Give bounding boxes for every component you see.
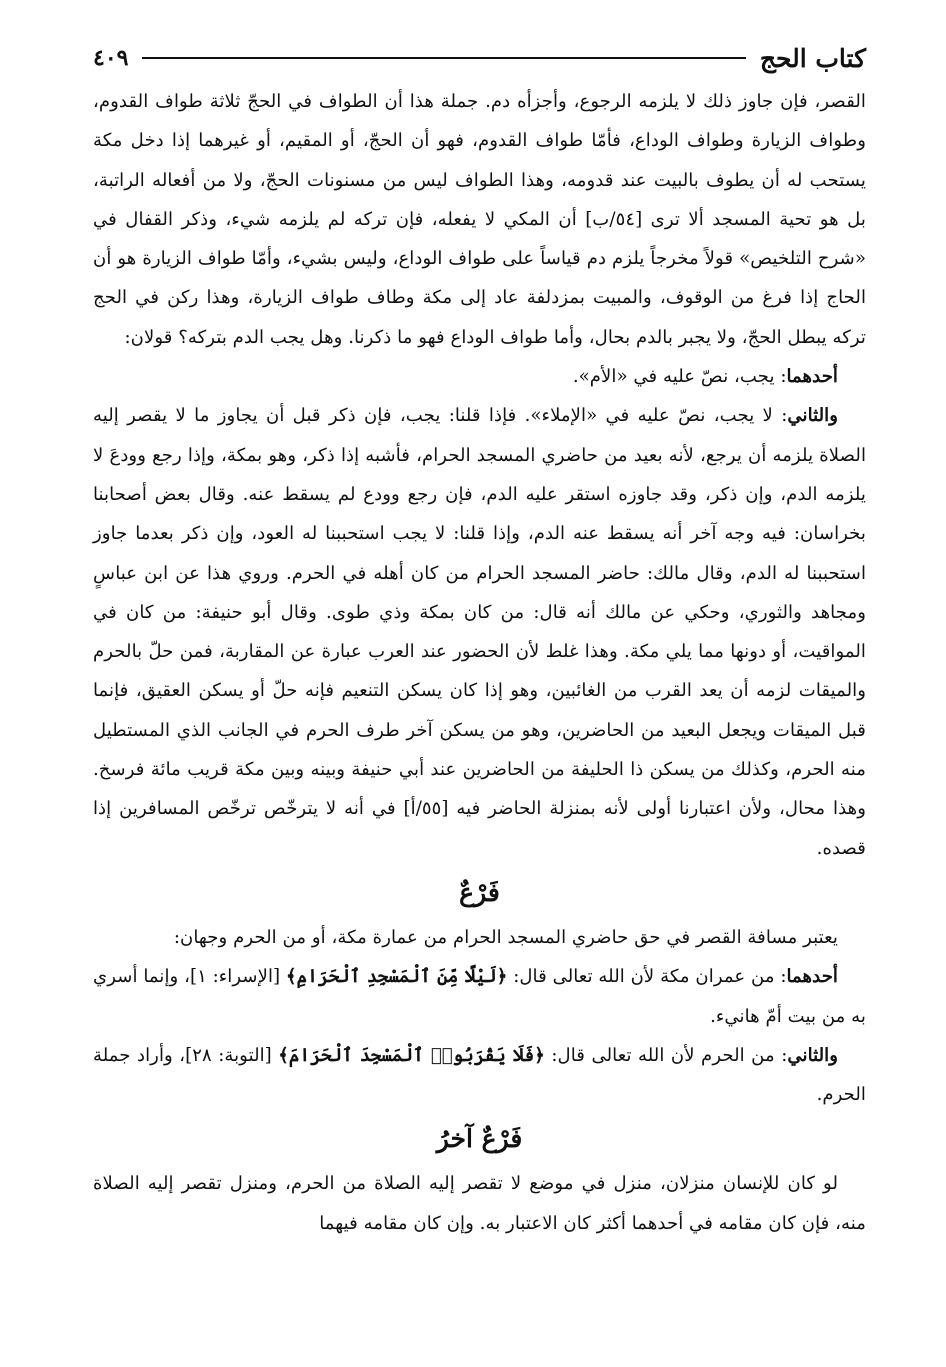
opinion-text: : لا يجب، نصّ عليه في «الإملاء». فإذا قلنا: يجب، فإن ذكر قبل أن يجاوز ما لا يقصر إليه الصلاة يلزمه أن يرجع، لأنه بعيد من حاضري المسجد الحرام، فأشبه إذا ذكر، وهو بمكة، وإذا رجع وودعَ لا يلزمه الدم، وإن ذكر، وقد جاوزه استقر عليه الدم، فإن رجع وودع لم يسقط عنه. وقال بعض أصحابنا بخراسان: فيه وجه آخر أنه يسقط عنه الدم، وإذا قلنا: لا يجب استحببنا له العود، وإن ذكر بعدما جاوز استحببنا له الدم، وقال مالك: حاضر المسجد الحرام من كان أهله في الحرم. وروي هذا عن ابن عباسٍ ومجاهد والثوري، وحكي عن مالك أنه قال: من كان بمكة وذي طوى. وقال أبو حنيفة: من كان في المواقيت، أو دونها مما يلي مكة. وهذا غلط لأن الحضور عند العرب عبارة عن المقاربة، فمن حلّ بالحرم والميقات لزمه أن يعد القرب من الغائبين، وهو إذا كان يسكن التنعيم فإنه حلّ أو يسكن العقيق، فإنما قبل الميقات ويجعل البعيد من الحاضرين، وهو من يسكن آخر طرف الحرم في الجانب الذي المستطيل منه الحرم، وكذلك من يسكن ذا الحليفة من الحاضرين عند أبي حنيفة وبينه وبين مكة قريب مائة فرسخ. وهذا محال، ولأن اعتبارنا أولى لأنه بمنزلة الحاضر فيه [٥٥/أ] في أنه لا يترخّص ترخّص المسافرين إذا قصده. [93,405,866,859]
paragraph-far-intro: يعتبر مسافة القصر في حق حاضري المسجد الحرام من عمارة مكة، أو من الحرم وجهان: [173,926,838,948]
quran-verse: ﴿لَيْلًا مِّنَ ٱلْمَسْجِدِ ٱلْحَرَامِ﴾ [285,966,508,988]
page-number: ٤٠٩ [93,45,129,71]
citation-text: [التوبة: ٢٨]، وأراد جملة الحرم. [93,1044,866,1106]
paragraph-first-opinion [93,357,866,396]
opinion-text: : من عمران مكة لأن الله تعالى قال: [507,966,787,988]
paragraph-opening: القصر، فإن جاوز ذلك لا يلزمه الرجوع، وأجزأه دم. جملة هذا أن الطواف في الحجّ ثلاثة طواف القدوم، وطواف الزيارة وطواف الوداع، فأمّا طواف القدوم، فهو أن الحجّ، أو المقيم، أو غيرهما إذا دخل مكة يستحب له أن يطوف بالبيت عند قدومه، وهذا الطواف ليس من مسنونات الحجّ، ولا من أفعاله الراتبة، بل هو تحية المسجد ألا ترى [٥٤/ب] أن المكي لا يفعله، فإن تركه لم يلزمه شيء، وذكر القفال في «شرح التلخيص» قولاً مخرجاً يلزم دم قياساً على طواف الوداع، وليس بشيء، وأمّا طواف الزيارة هو أن الحاج إذا فرغ من الوقوف، والمبيت بمزدلفة عاد إلى مكة وطاف طواف الزيارة، وهذا ركن في الحج تركه يبطل الحجّ، ولا يجبر بالدم بحال، وأما طواف الوداع فهو ما ذكرنا. وهل يجب الدم بتركه؟ قولان: [93,91,866,348]
page-header [93,36,866,80]
paragraph-far-akhar: لو كان للإنسان منزلان، منزل في موضع لا تقصر إليه الصلاة من الحرم، ومنزل تقصر إليه الصلاة منه، فإن كان مقامه في أحدهما أكثر كان الاعتبار به. وإن كان مقامه فيهما [93,1173,866,1234]
paragraph-far-second [93,1036,866,1115]
opinion-lead: والثاني [787,405,838,427]
opinion-lead: والثاني [787,1044,838,1066]
paragraph-far-first [93,957,866,1036]
quran-verse: ﴿فَلَا يَقْرَبُوا۟ ٱلْمَسْجِدَ ٱلْحَرَامَ﴾ [278,1044,545,1066]
opinion-lead: أحدهما [786,366,838,388]
section-heading-far-akhar: فَرْعٌ آخرُ [436,1124,523,1154]
opinion-text: : يجب، نصّ عليه في «الأم». [572,366,787,388]
section-heading-far: فَرْعٌ [459,877,500,907]
paragraph-second-opinion [93,396,866,868]
header-rule [142,57,745,59]
page-body [93,82,866,1243]
running-title: كتاب الحج [759,43,866,73]
opinion-lead: أحدهما [786,966,838,988]
citation-text: [الإسراء: ١]، وإنما أسري به من بيت أمّ هانيء. [93,966,866,1027]
opinion-text: : من الحرم لأن الله تعالى قال: [544,1044,788,1066]
